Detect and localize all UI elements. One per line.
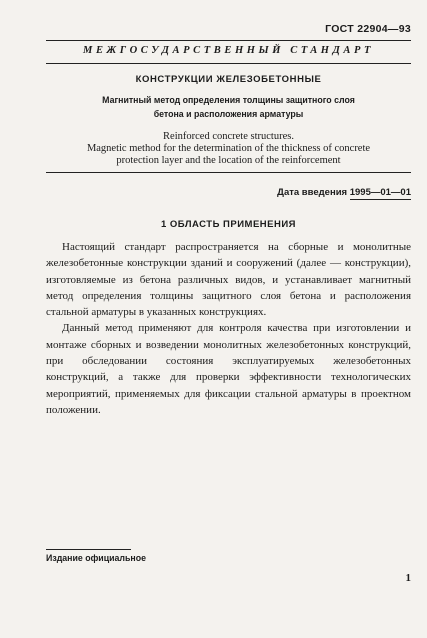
title-bottom-rule xyxy=(46,172,411,173)
subtitle-line: Магнитный метод определения толщины защитного слоя xyxy=(102,95,355,105)
effective-date-label: Дата введения xyxy=(277,187,348,198)
document-title: КОНСТРУКЦИИ ЖЕЛЕЗОБЕТОННЫЕ xyxy=(135,74,322,85)
edition-note: Издание официальное xyxy=(46,553,146,563)
gost-code: ГОСТ 22904—93 xyxy=(325,23,411,35)
header-bottom-rule xyxy=(46,63,411,64)
footer-rule xyxy=(46,549,131,550)
english-title-line: protection layer and the location of the reinforcement xyxy=(116,155,341,166)
document-subtitle xyxy=(46,93,411,121)
subtitle-line: бетона и расположения арматуры xyxy=(153,109,304,119)
body-paragraph: Данный метод применяют для контроля качества при изготовлении и монтаже сборных и возведении монолитных железобетонных конструкций, при обследовании состояния эксплуатируемых железобетонных конструкций, а также для проверки эффективности технологических мероприятий, применяемых для фиксации стальной арматуры в проектном положении. xyxy=(46,322,411,416)
english-title-line: Magnetic method for the determination of the thickness of concrete xyxy=(86,143,371,154)
effective-date xyxy=(277,187,411,198)
body-paragraph: Настоящий стандарт распространяется на сборные и монолитные железобетонные конструкции зданий и сооружений (далее — конструкции), изготовляемые из бетона различных видов, и устанавливает магнитный метод определения толщины защитного слоя бетона и расположения стальной арматуры в указанных конструкциях. xyxy=(46,241,411,319)
english-title-line: Reinforced concrete structures. xyxy=(163,131,294,142)
page-number: 1 xyxy=(405,572,411,584)
section-body xyxy=(46,239,411,418)
effective-date-value: 1995—01—01 xyxy=(349,187,411,198)
standard-type-banner: МЕЖГОСУДАРСТВЕННЫЙ СТАНДАРТ xyxy=(83,45,374,56)
section-heading: 1 ОБЛАСТЬ ПРИМЕНЕНИЯ xyxy=(160,219,297,230)
header-top-rule xyxy=(46,40,411,41)
english-title xyxy=(46,131,411,167)
